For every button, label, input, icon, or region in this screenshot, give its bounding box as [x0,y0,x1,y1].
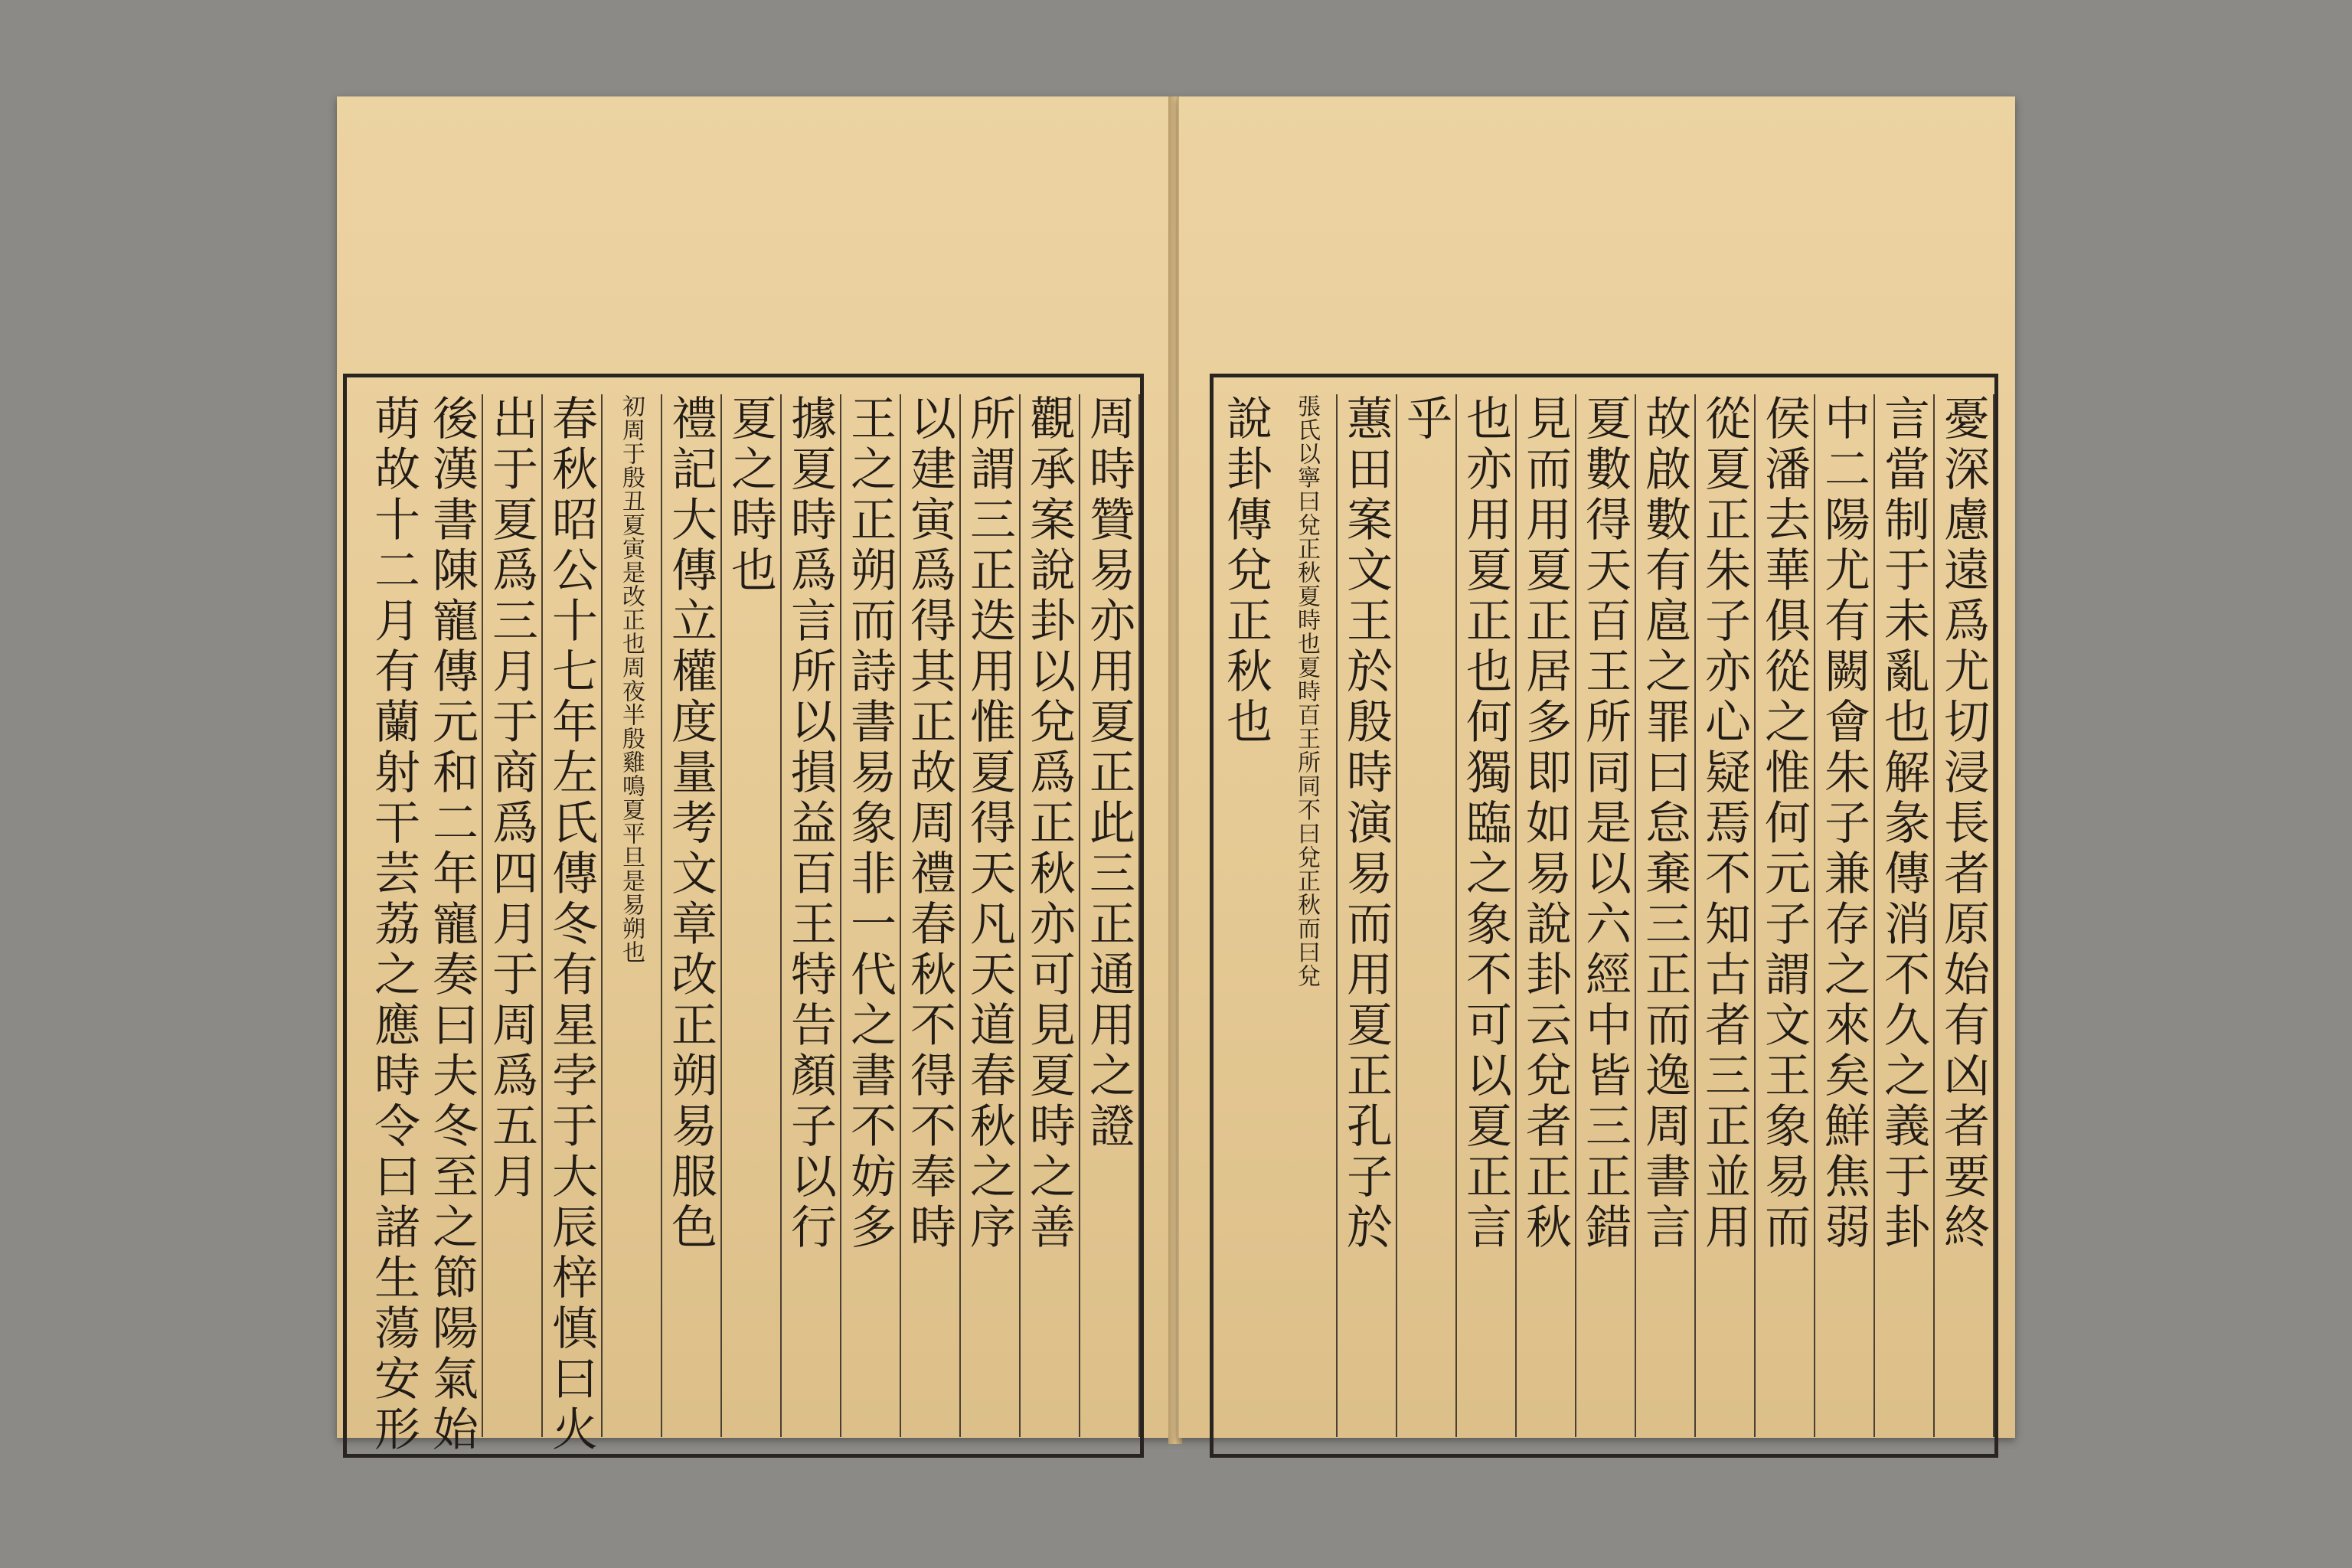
column-text: 所謂三正迭用惟夏得天凡天道春秋之序 [962,394,1016,1253]
right-text-block [1210,374,1998,1458]
annotation-text: 張氏以寧曰兌正秋夏時也夏時百王所同不曰兌正秋而曰兌 [1293,394,1320,988]
text-column [1019,394,1080,1437]
column-text: 夏數得天百王所同是以六經中皆三正錯 [1578,394,1632,1253]
text-column [482,394,543,1437]
text-column [1754,394,1815,1437]
column-text: 說卦傳兌正秋也 [1219,394,1272,748]
column-text: 故啟數有扈之罪曰怠棄三正而逸周書言 [1638,394,1691,1253]
text-column [541,394,603,1455]
column-text: 言當制于未亂也解彖傳消不久之義于卦 [1877,394,1930,1253]
text-column [1694,394,1756,1437]
text-column [720,394,782,1437]
column-text: 侯潘去華俱從之惟何元子謂文王象易而 [1757,394,1811,1253]
annotation-column [1276,394,1338,1437]
column-text: 蕙田案文王於殷時演易而用夏正孔子於 [1339,394,1393,1253]
annotation-text: 初周于殷丑夏寅是改正也周夜半殷雞鳴夏平旦是易朔也 [618,394,645,964]
text-column [1515,394,1576,1437]
column-text: 從夏正朱子亦心疑焉不知古者三正並用 [1697,394,1751,1253]
text-column [780,394,841,1437]
annotation-column [601,394,662,1437]
column-text: 中二陽尤有闕會朱子兼存之來矣鮮焦弱 [1817,394,1870,1253]
text-column [1336,394,1397,1437]
text-column [1396,394,1457,1437]
open-book [337,96,2014,1455]
text-column [1873,394,1935,1437]
text-column [364,394,423,1455]
text-column [422,394,483,1455]
column-text: 見而用夏正居多即如易說卦云兌者正秋 [1518,394,1572,1253]
text-column [840,394,901,1437]
right-page [1178,96,2015,1438]
text-column [1214,394,1278,1437]
column-text: 周時贊易亦用夏正此三正通用之證 [1082,394,1135,1152]
column-text: 據夏時爲言所以損益百王特告顏子以行 [783,394,837,1253]
text-column [661,394,722,1437]
column-text: 禮記大傳立權度量考文章改正朔易服色 [664,394,717,1253]
column-text: 春秋昭公十七年左氏傳冬有星孛于大辰梓慎曰火 [544,394,598,1455]
text-column [1575,394,1636,1437]
column-text: 出于夏爲三月于商爲四月于周爲五月 [485,394,538,1203]
text-column [1814,394,1875,1437]
column-text: 憂深慮遠爲尤切浸長者原始有凶者要終 [1936,394,1990,1253]
column-text: 也亦用夏正也何獨臨之象不可以夏正言 [1459,394,1512,1253]
column-text: 以建寅爲得其正故周禮春秋不得不奉時 [903,394,956,1253]
left-text-block [343,374,1144,1458]
text-column [1635,394,1696,1437]
left-page [337,96,1174,1455]
column-text: 後漢書陳寵傳元和二年寵奏曰夫冬至之節陽氣始 [425,394,479,1455]
text-column [1933,394,1994,1437]
text-column [1455,394,1517,1437]
text-column [900,394,961,1437]
text-column [1079,394,1140,1437]
column-text: 萌故十二月有蘭射干芸荔之應時令曰諸生蕩安形 [367,394,420,1455]
column-text: 觀承案說卦以兌爲正秋亦可見夏時之善 [1022,394,1076,1253]
text-column [959,394,1021,1437]
column-text: 夏之時也 [724,394,777,596]
column-text: 王之正朔而詩書易象非一代之書不妨多 [843,394,897,1253]
column-text: 乎 [1399,394,1452,445]
